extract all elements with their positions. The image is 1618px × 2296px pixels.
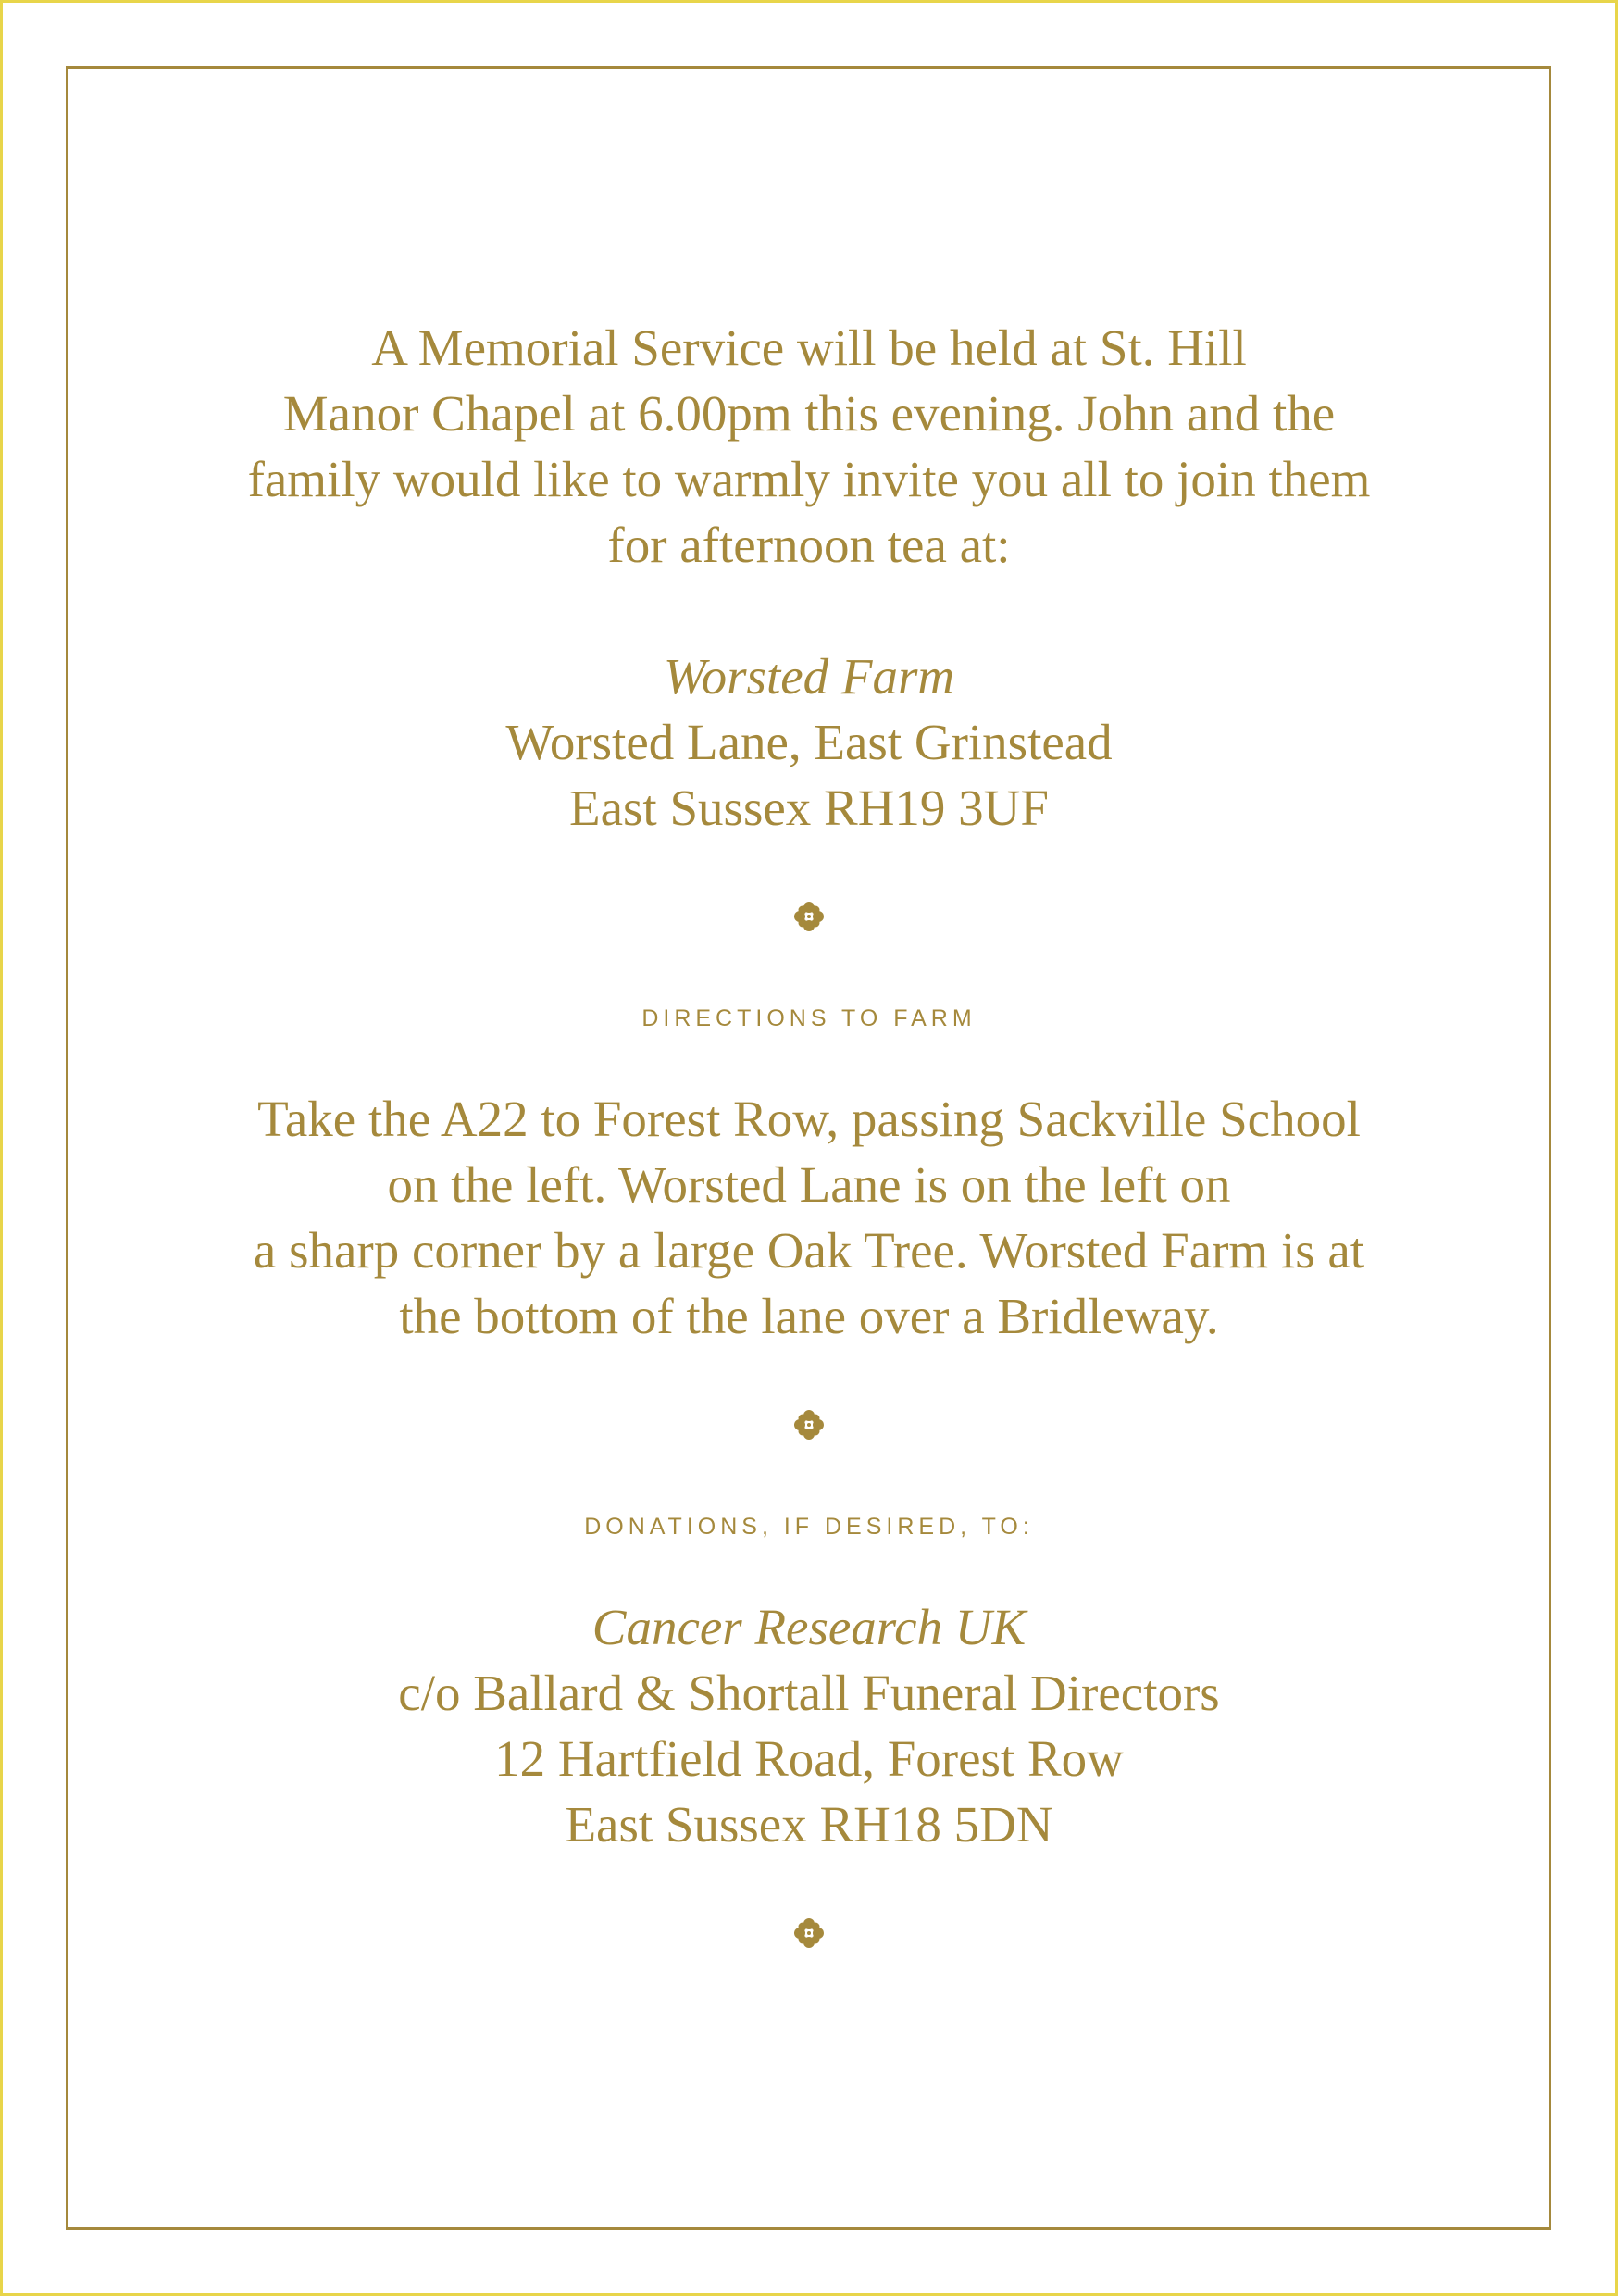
- floral-ornament-icon: [139, 898, 1479, 935]
- donations-address-line: 12 Hartfield Road, Forest Row: [494, 1730, 1124, 1787]
- donations-address: [139, 1594, 1479, 1857]
- intro-line: for afternoon tea at:: [607, 517, 1011, 573]
- venue-address-line: Worsted Lane, East Grinstead: [505, 714, 1113, 770]
- charity-name: Cancer Research UK: [591, 1599, 1027, 1655]
- venue-address-line: East Sussex RH19 3UF: [569, 780, 1049, 836]
- directions-line: Take the A22 to Forest Row, passing Sackville School: [257, 1091, 1361, 1147]
- intro-line: family would like to warmly invite you all to join them: [247, 451, 1371, 507]
- directions-line: the bottom of the lane over a Bridleway.: [399, 1288, 1219, 1344]
- donations-address-line: East Sussex RH18 5DN: [565, 1796, 1053, 1853]
- intro-line: A Memorial Service will be held at St. Hill: [371, 319, 1247, 376]
- venue-name: Worsted Farm: [663, 648, 955, 705]
- directions-heading: DIRECTIONS TO FARM: [641, 1005, 977, 1031]
- floral-ornament-icon: [139, 1915, 1479, 1952]
- donations-address-line: c/o Ballard & Shortall Funeral Directors: [398, 1665, 1220, 1721]
- donations-heading: DONATIONS, IF DESIRED, TO:: [584, 1514, 1034, 1540]
- intro-paragraph: [139, 315, 1479, 578]
- memorial-card-content: [139, 315, 1479, 1952]
- intro-line: Manor Chapel at 6.00pm this evening. John and the: [282, 385, 1336, 442]
- venue-address: [139, 643, 1479, 841]
- directions-line: a sharp corner by a large Oak Tree. Worsted Farm is at: [253, 1222, 1365, 1279]
- floral-ornament-icon: [139, 1406, 1479, 1443]
- directions-paragraph: [139, 1086, 1479, 1349]
- directions-line: on the left. Worsted Lane is on the left on: [387, 1156, 1231, 1213]
